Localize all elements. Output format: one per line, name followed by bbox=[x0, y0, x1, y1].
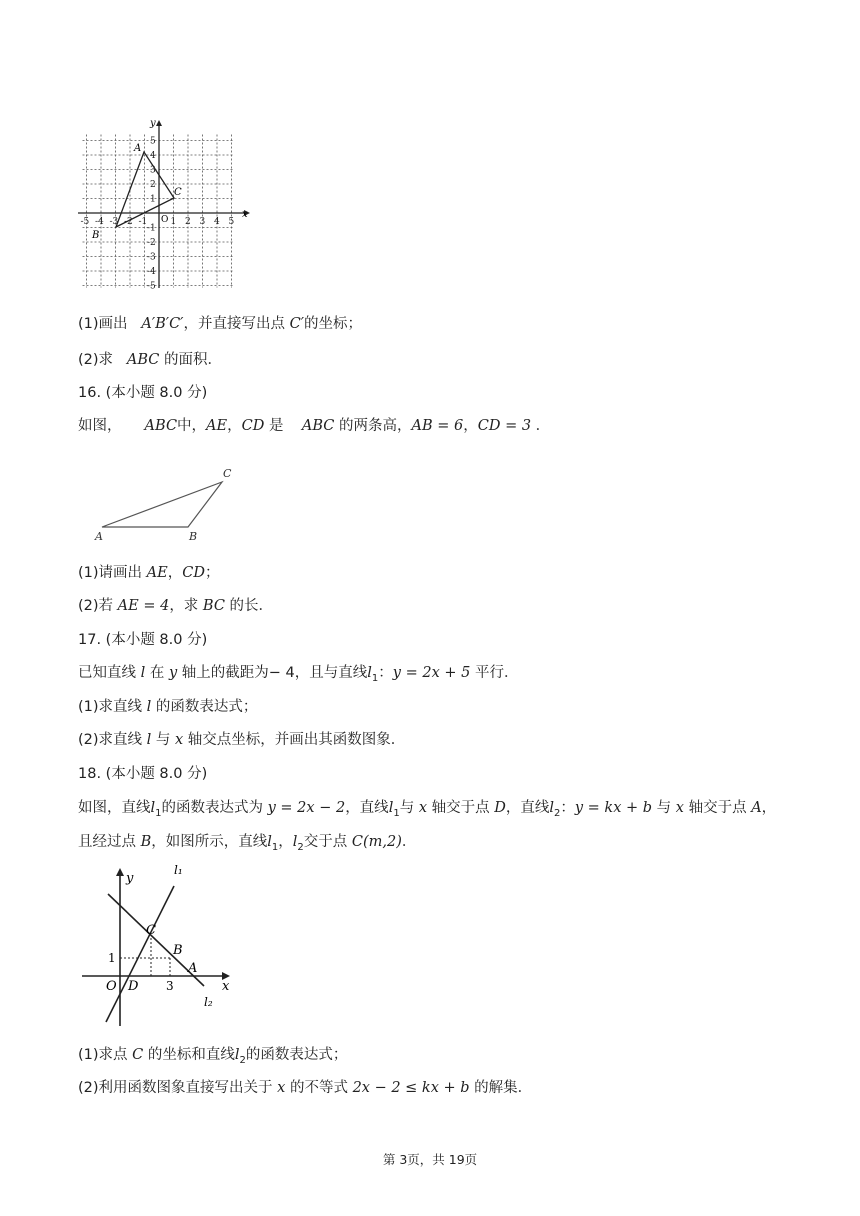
q17-part2: (2)求直线 l 与 x 轴交点坐标，并画出其函数图象． bbox=[78, 732, 406, 748]
q15-x-tick-label: 3 bbox=[199, 217, 206, 227]
q18-label-c: C bbox=[146, 923, 156, 938]
q15-y-tick-label: 2 bbox=[150, 180, 156, 190]
q18-part1: (1)求点 C 的坐标和直线$l_2$的函数表达式； bbox=[78, 1047, 348, 1066]
q15-y-tick-label: 1 bbox=[150, 194, 156, 205]
q15-y-tick-label: 3 bbox=[150, 165, 156, 176]
q15-x-tick-label: 4 bbox=[214, 217, 220, 227]
q16-triangle-figure bbox=[92, 464, 242, 544]
q17-part1: (1)求直线 l 的函数表达式； bbox=[78, 699, 258, 715]
q15-x-tick-label: -3 bbox=[109, 217, 119, 227]
q18-label-a: A bbox=[188, 961, 198, 976]
q15-axis-x-label: x bbox=[242, 209, 248, 220]
q15-x-tick-label: 1 bbox=[170, 217, 177, 227]
q18-axis-y-label: y bbox=[126, 871, 134, 886]
q15-y-tick-label: -3 bbox=[147, 252, 156, 263]
q15-axis-y-label: y bbox=[150, 118, 156, 129]
q15-y-tick-label: -1 bbox=[147, 223, 156, 234]
q15-y-tick-label: -4 bbox=[147, 267, 156, 277]
q15-y-tick-label: 4 bbox=[150, 151, 156, 161]
q16-label-b: B bbox=[189, 530, 198, 543]
q15-x-tick-label: -5 bbox=[80, 217, 90, 227]
q18-header: 18. (本小题 8.0 分) bbox=[78, 766, 208, 782]
q16-stem: 如图， ABC中，AE，CD 是 ABC 的两条高，AB = 6，CD = 3 ． bbox=[78, 418, 551, 434]
q15-part2: (2)求 ABC 的面积． bbox=[78, 352, 222, 368]
q18-label-b: B bbox=[173, 943, 183, 958]
q18-stem-line2: 且经过点 B，如图所示，直线$l_1$，$l_2$交于点 C(m,2)． bbox=[78, 834, 417, 853]
q15-point-c-label: C bbox=[174, 187, 182, 198]
q15-x-tick-label: 5 bbox=[228, 217, 235, 227]
q15-point-a-label: A bbox=[134, 143, 142, 154]
q18-label-l1: l₁ bbox=[174, 863, 183, 877]
q18-tick-1: 1 bbox=[108, 951, 116, 965]
q18-origin-label: O bbox=[106, 979, 117, 994]
q16-part2: (2)若 AE = 4，求 BC 的长． bbox=[78, 598, 274, 614]
q15-x-tick-label: -1 bbox=[138, 217, 148, 227]
page-footer: 第 3页，共 19页 bbox=[382, 1152, 478, 1167]
q16-triangle bbox=[102, 482, 222, 527]
q15-x-tick-label: -2 bbox=[124, 217, 133, 227]
q17-header: 17. (本小题 8.0 分) bbox=[78, 632, 208, 648]
q15-grid-figure bbox=[78, 118, 253, 298]
q18-part2: (2)利用函数图象直接写出关于 x 的不等式 2x − 2 ≤ kx + b 的解集． bbox=[78, 1080, 533, 1096]
q18-line-l1 bbox=[106, 886, 174, 1022]
q18-label-d: D bbox=[128, 979, 139, 994]
q18-stem-line1: 如图，直线$l_1$的函数表达式为 y = 2x − 2，直线$l_1$与 x 轴交于点 D，直线$l_2$：y = kx + b 与 x 轴交于点 A， bbox=[78, 800, 777, 819]
q15-y-tick-label: 5 bbox=[150, 136, 156, 147]
q18-tick-3: 3 bbox=[166, 979, 174, 993]
q16-part1: (1)请画出 AE，CD； bbox=[78, 565, 220, 581]
q17-stem: 已知直线 l 在 y 轴上的截距为− 4，且与直线$l_1$：y = 2x + 5 平行． bbox=[78, 665, 519, 684]
q15-y-tick-label: -5 bbox=[147, 281, 156, 292]
q16-header: 16. (本小题 8.0 分) bbox=[78, 385, 208, 401]
q18-line-figure bbox=[78, 863, 238, 1028]
q16-label-c: C bbox=[223, 467, 232, 480]
q15-point-b-label: B bbox=[92, 230, 100, 241]
q16-label-a: A bbox=[95, 530, 103, 543]
q15-origin-label: O bbox=[161, 215, 169, 225]
q15-x-tick-label: -4 bbox=[95, 217, 104, 227]
q18-axis-x-label: x bbox=[222, 979, 230, 994]
q15-y-tick-label: -2 bbox=[147, 238, 156, 248]
q18-label-l2: l₂ bbox=[204, 995, 213, 1009]
q15-part1: (1)画出 A′B′C′，并直接写出点 C′的坐标； bbox=[78, 316, 362, 332]
q15-x-tick-label: 2 bbox=[185, 217, 191, 227]
